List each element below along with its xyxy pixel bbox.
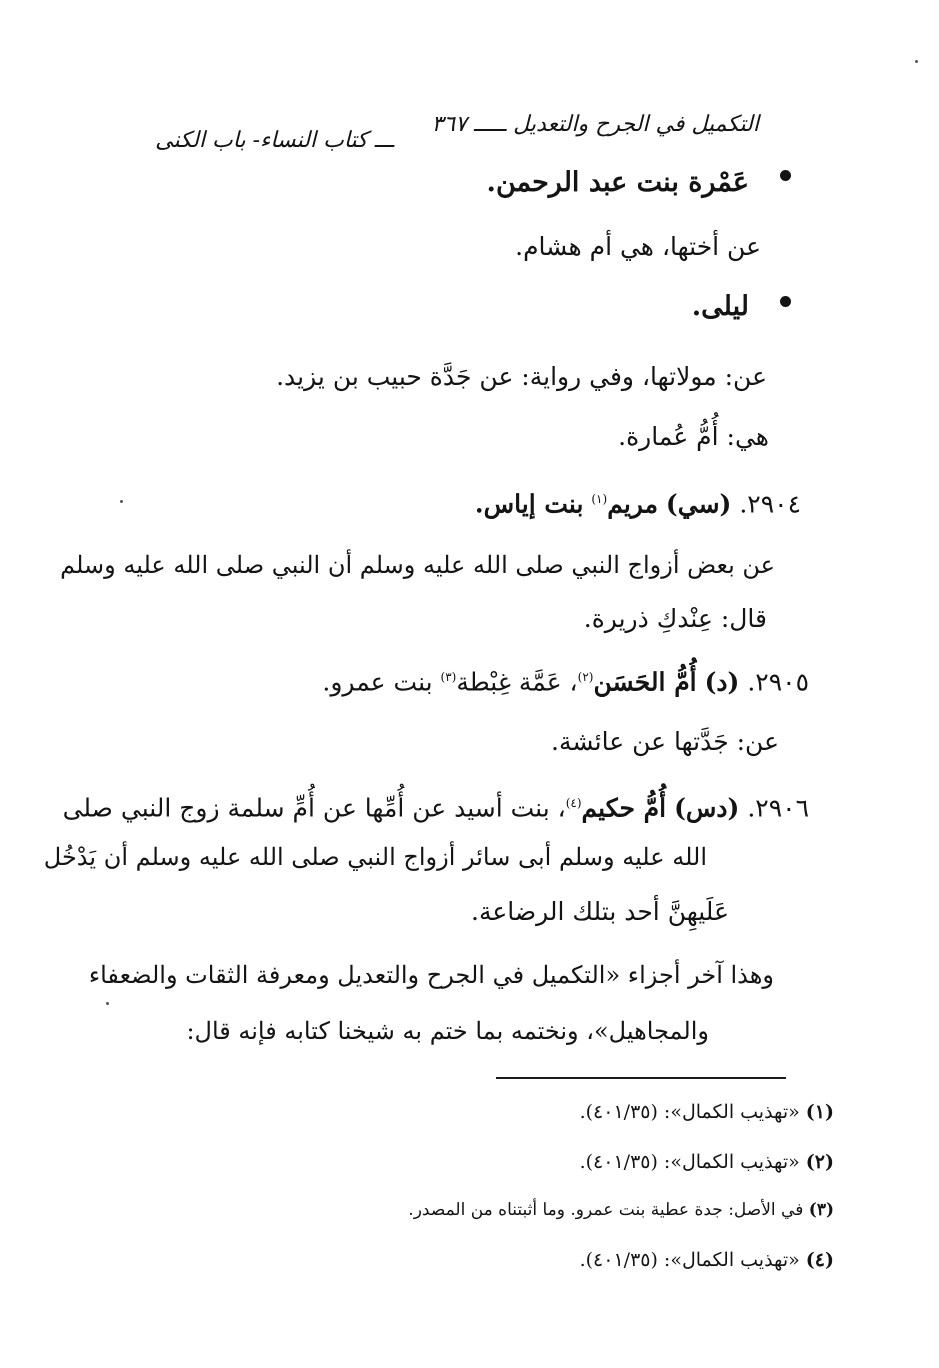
entry-layla-line2: هي: أُمُّ عُمارة. bbox=[618, 422, 769, 451]
scan-speck bbox=[915, 60, 918, 63]
closing-line2: والمجاهيل»، ونختمه بما ختم به شيخنا كتابه فإنه قال: bbox=[186, 1017, 709, 1045]
entry-name: أُمُّ حكيم bbox=[581, 793, 667, 823]
entry-2904-line1: عن بعض أزواج النبي صلى الله عليه وسلم أن النبي صلى الله عليه وسلم bbox=[60, 551, 775, 579]
footnote-3 bbox=[408, 1196, 834, 1224]
entry-name-mid: ، عَمَّة غِبْطة bbox=[456, 667, 578, 697]
header-page-number: ٣٦٧ bbox=[431, 112, 467, 137]
footnote-text: «تهذيب الكمال»: (٤٠١/٣٥). bbox=[579, 1101, 800, 1123]
footnote-number: (٣) bbox=[808, 1200, 834, 1220]
entry-amra-title: عَمْرة بنت عبد الرحمن. bbox=[486, 167, 749, 198]
header-book-title: التكميل في الجرح والتعديل bbox=[513, 112, 759, 137]
footnote-text: في الأصل: جدة عطية بنت عمرو. وما أثبتناه من المصدر. bbox=[408, 1200, 804, 1220]
entry-2906-line2: عَلَيهِنَّ أحد بتلك الرضاعة. bbox=[471, 897, 729, 926]
entry-layla-title: ليلى. bbox=[691, 291, 749, 322]
header-section bbox=[155, 124, 394, 158]
entry-number: ٢٩٠٤. bbox=[739, 489, 801, 519]
entry-name: أُمُّ الحَسَن bbox=[593, 667, 697, 697]
entry-2904-heading bbox=[475, 482, 801, 521]
footnote-number: (١) bbox=[805, 1101, 834, 1123]
footnote-number: (٢) bbox=[805, 1151, 834, 1173]
entry-number: ٢٩٠٦. bbox=[747, 793, 809, 823]
footnote-number: (٤) bbox=[805, 1249, 834, 1271]
footnote-text: «تهذيب الكمال»: (٤٠١/٣٥). bbox=[579, 1151, 800, 1173]
header-section-text: كتاب النساء- باب الكنى bbox=[155, 128, 368, 153]
header-section-dash: ـــ bbox=[367, 128, 394, 153]
entry-code: (د) bbox=[704, 667, 740, 697]
footnote-ref: (٢) bbox=[577, 670, 594, 684]
footnote-ref: (١) bbox=[591, 492, 608, 506]
header-dash: ـــــ bbox=[466, 112, 507, 137]
footnote-text: «تهذيب الكمال»: (٤٠١/٣٥). bbox=[579, 1249, 800, 1271]
footnote-separator bbox=[496, 1077, 786, 1079]
entry-2906-line1: الله عليه وسلم أبى سائر أزواج النبي صلى الله عليه وسلم أن يَدْخُل bbox=[43, 843, 707, 871]
bullet-icon bbox=[780, 170, 791, 181]
footnote-1 bbox=[580, 1098, 834, 1126]
entry-name: مريم bbox=[607, 489, 658, 519]
entry-layla-line1: عن: مولاتها، وفي رواية: عن جَدَّة حبيب بن يزيد. bbox=[276, 362, 767, 391]
scan-speck bbox=[120, 500, 123, 503]
bullet-icon bbox=[780, 296, 791, 307]
running-header bbox=[431, 108, 759, 142]
footnote-ref: (٤) bbox=[565, 796, 582, 810]
entry-code: (سي) bbox=[665, 489, 732, 519]
entry-number: ٢٩٠٥. bbox=[747, 667, 809, 697]
entry-code: (دس) bbox=[674, 793, 740, 823]
closing-line1: وهذا آخر أجزاء «التكميل في الجرح والتعديل ومعرفة الثقات والضعفاء bbox=[88, 961, 774, 989]
entry-2906-heading bbox=[63, 786, 809, 825]
entry-2905-heading bbox=[322, 660, 809, 699]
footnote-ref: (٣) bbox=[440, 670, 457, 684]
entry-2904-line2: قال: عِنْدكِ ذريرة. bbox=[583, 604, 767, 633]
entry-name-rest: بنت عمرو. bbox=[322, 667, 433, 697]
footnote-4 bbox=[580, 1246, 834, 1274]
entry-name-rest: بنت إياس. bbox=[474, 489, 584, 519]
entry-name-rest: ، بنت أسيد عن أُمِّها عن أُمِّ سلمة زوج النبي صلى bbox=[62, 793, 566, 823]
footnote-2 bbox=[580, 1148, 834, 1176]
entry-amra-line1: عن أختها، هي أم هشام. bbox=[515, 232, 761, 261]
entry-2905-line1: عن: جَدَّتها عن عائشة. bbox=[551, 727, 779, 756]
scan-speck bbox=[106, 1002, 109, 1005]
